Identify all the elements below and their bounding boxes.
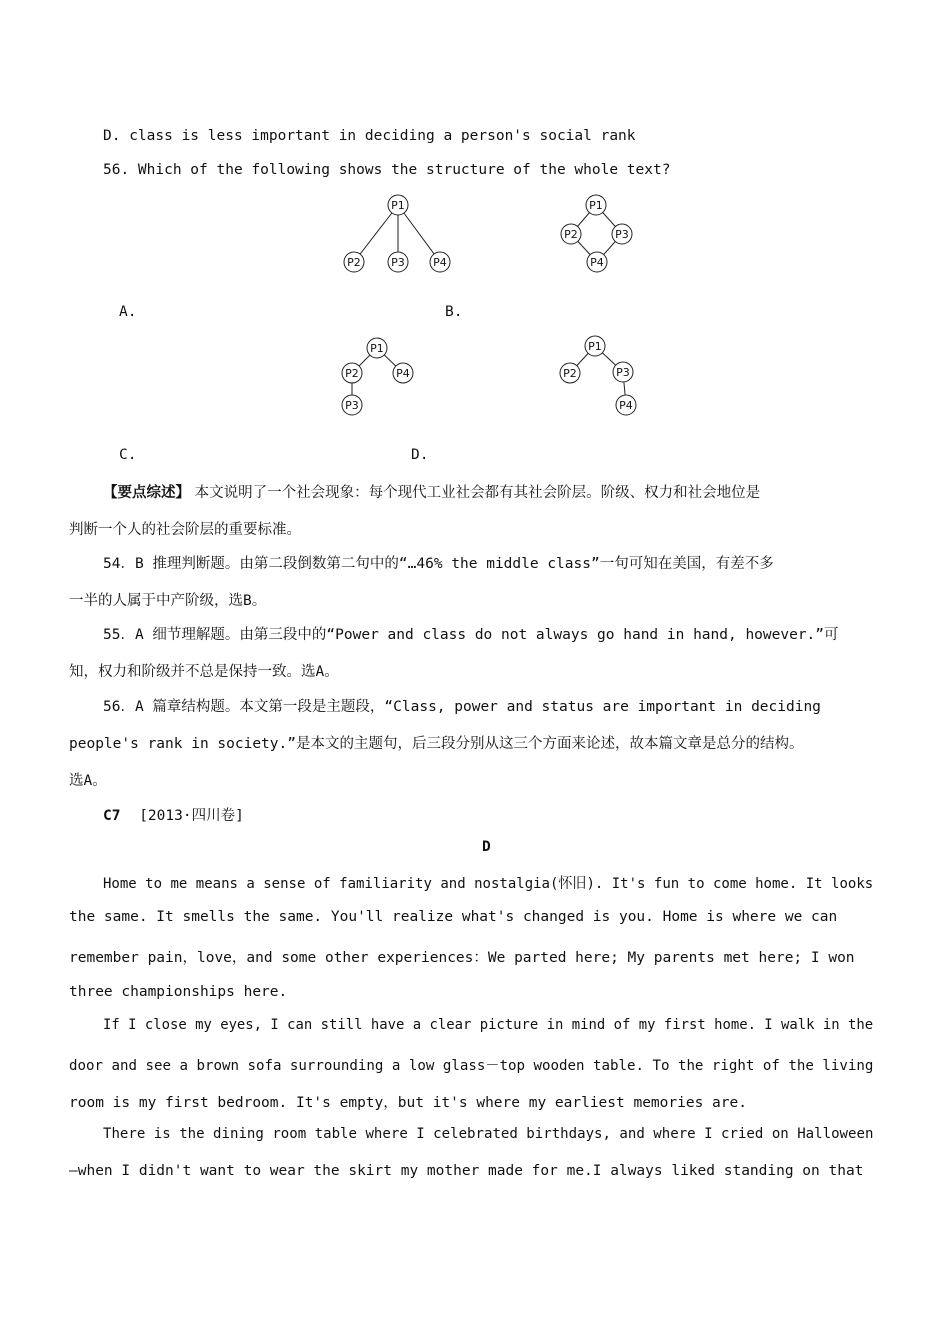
summary-line-2: 判断一个人的社会阶层的重要标准。 xyxy=(69,522,301,538)
node-p4: P4 xyxy=(619,399,633,412)
node-p2: P2 xyxy=(563,367,577,380)
node-p1: P1 xyxy=(589,199,603,212)
answer-54-line-2: 一半的人属于中产阶级，选B。 xyxy=(69,593,267,609)
label-d: D. xyxy=(411,447,429,463)
answer-54-line-1: 54．B 推理判断题。由第二段倒数第二句中的“…46% the middle class”一句可知在美国，有差不多 xyxy=(103,556,774,572)
answer-55-line-1: 55．A 细节理解题。由第三段中的“Power and class do not always go hand in hand, however.”可 xyxy=(103,627,839,643)
node-p3: P3 xyxy=(345,399,359,412)
passage-p1-line-3: remember pain，love，and some other experiences：We parted here; My parents met here; I won xyxy=(69,950,855,966)
node-p2: P2 xyxy=(564,228,578,241)
section-letter: D xyxy=(482,839,491,855)
passage-p2-line-1: If I close my eyes, I can still have a clear picture in mind of my first home. I walk in the xyxy=(103,1017,874,1033)
passage-p1-line-2: the same. It smells the same. You'll realize what's changed is you. Home is where we can xyxy=(69,909,838,925)
label-a: A. xyxy=(119,304,137,320)
passage-p1-line-4: three championships here. xyxy=(69,984,288,1000)
node-p1: P1 xyxy=(370,342,384,355)
question-56: 56. Which of the following shows the structure of the whole text? xyxy=(103,162,671,178)
passage-p3-line-1: There is the dining room table where I celebrated birthdays, and where I cried on Halloween xyxy=(103,1126,874,1142)
node-p1: P1 xyxy=(588,340,602,353)
answer-56-line-1: 56．A 篇章结构题。本文第一段是主题段，“Class, power and status are important in deciding xyxy=(103,699,821,715)
node-p1: P1 xyxy=(391,199,405,212)
answer-55-line-2: 知，权力和阶级并不总是保持一致。选A。 xyxy=(69,664,339,680)
passage-p3-line-2: —when I didn't want to wear the skirt my mother made for me.I always liked standing on that xyxy=(69,1163,864,1179)
answer-56-line-2: people's rank in society.”是本文的主题句，后三段分别从这三个方面来论述，故本篇文章是总分的结构。 xyxy=(69,736,804,752)
summary-heading: 【要点综述】 xyxy=(103,485,190,501)
section-source: [2013·四川卷] xyxy=(139,808,244,824)
node-p3: P3 xyxy=(616,366,630,379)
passage-p2-line-3: room is my first bedroom. It's empty，but it's where my earliest memories are. xyxy=(69,1095,747,1111)
summary-line-1 xyxy=(103,481,760,502)
node-p2: P2 xyxy=(347,256,361,269)
summary-text-1: 本文说明了一个社会现象：每个现代工业社会都有其社会阶层。阶级、权力和社会地位是 xyxy=(190,485,761,501)
node-p3: P3 xyxy=(615,228,629,241)
node-p4: P4 xyxy=(396,367,410,380)
passage-p2-line-2: door and see a brown sofa surrounding a low glass－top wooden table. To the right of the living xyxy=(69,1058,874,1074)
passage-p1-line-1: Home to me means a sense of familiarity and nostalgia(怀旧). It's fun to come home. It looks xyxy=(103,876,874,892)
node-p4: P4 xyxy=(433,256,447,269)
node-p2: P2 xyxy=(345,367,359,380)
diagram-d xyxy=(0,0,950,480)
option-d-text: D. class is less important in deciding a person's social rank xyxy=(103,128,636,144)
section-header xyxy=(103,804,244,825)
label-c: C. xyxy=(119,447,137,463)
answer-56-line-3: 选A。 xyxy=(69,773,107,789)
node-p3: P3 xyxy=(391,256,405,269)
section-code: C7 xyxy=(103,808,121,824)
node-p4: P4 xyxy=(590,256,604,269)
label-b: B. xyxy=(445,304,463,320)
